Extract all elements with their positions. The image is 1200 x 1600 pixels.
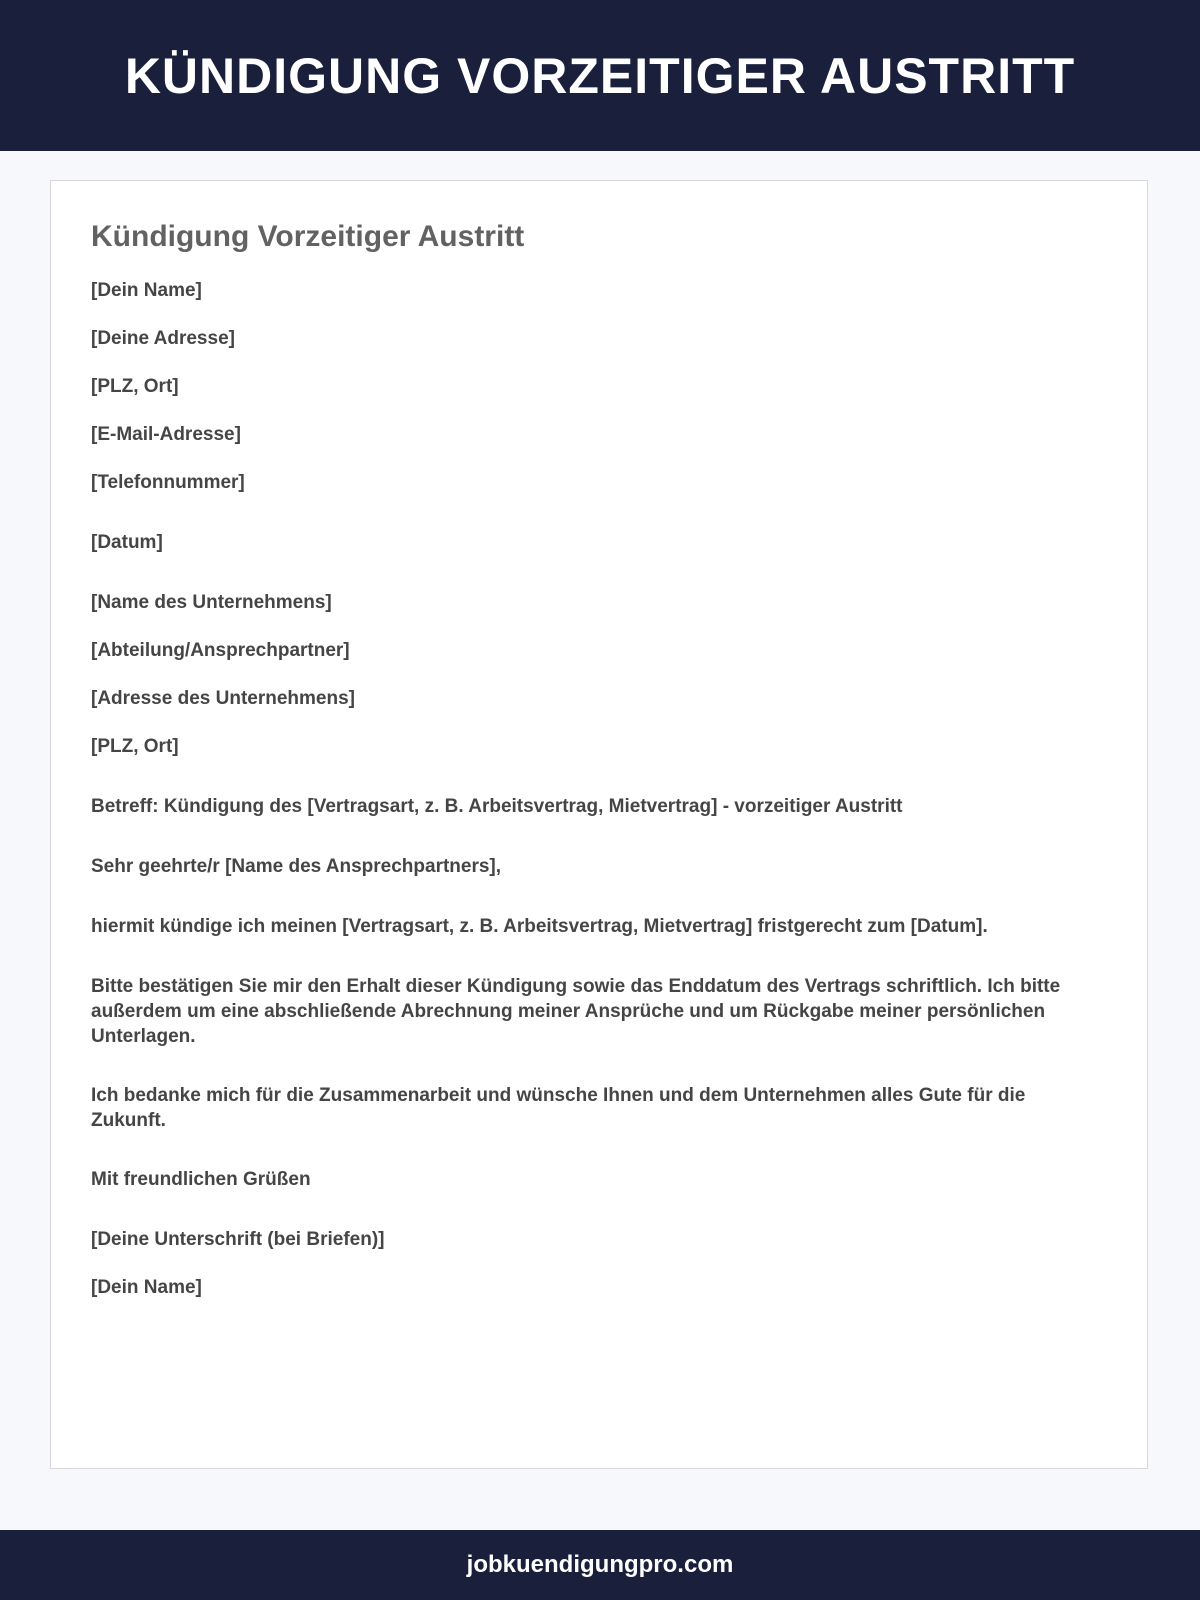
company-city: [PLZ, Ort] <box>91 736 179 757</box>
letter-salutation: Sehr geehrte/r [Name des Ansprechpartners], <box>91 856 502 877</box>
letter-paragraph-3: Ich bedanke mich für die Zusammenarbeit und wünsche Ihnen und dem Unternehmen alles Gute für die Zukunft. <box>91 1085 1026 1131</box>
letter-closing: Mit freundlichen Grüßen <box>91 1169 311 1190</box>
sender-phone: [Telefonnummer] <box>91 472 245 493</box>
company-address: [Adresse des Unternehmens] <box>91 688 355 709</box>
letter-subject: Betreff: Kündigung des [Vertragsart, z. B. Arbeitsvertrag, Mietvertrag] - vorzeitiger Austritt <box>91 796 903 817</box>
sender-email: [E-Mail-Adresse] <box>91 424 241 445</box>
sender-city: [PLZ, Ort] <box>91 376 179 397</box>
letter-signature: [Deine Unterschrift (bei Briefen)] <box>91 1229 385 1250</box>
sender-address: [Deine Adresse] <box>91 328 235 349</box>
company-department: [Abteilung/Ansprechpartner] <box>91 640 350 661</box>
sender-name: [Dein Name] <box>91 280 202 301</box>
letter-paragraph-1: hiermit kündige ich meinen [Vertragsart, z. B. Arbeitsvertrag, Mietvertrag] fristgerecht zum [Datum]. <box>91 916 988 937</box>
header-title: KÜNDIGUNG VORZEITIGER AUSTRITT <box>124 47 1076 104</box>
page-footer <box>0 1530 1200 1600</box>
letter-title: Kündigung Vorzeitiger Austritt <box>91 220 525 253</box>
company-name: [Name des Unternehmens] <box>91 592 332 613</box>
page-header <box>0 0 1200 151</box>
letter-card <box>50 180 1148 1469</box>
letter-paragraph-2: Bitte bestätigen Sie mir den Erhalt dieser Kündigung sowie das Enddatum des Vertrags schriftlich. Ich bitte außerdem um eine abschließende Abrechnung meiner Ansprüche und um Rückgabe meiner persönlichen Unterlagen. <box>91 976 1061 1047</box>
letter-signature-name: [Dein Name] <box>91 1277 202 1298</box>
footer-site-link[interactable]: jobkuendigungpro.com <box>466 1551 734 1578</box>
letter-date: [Datum] <box>91 532 163 553</box>
